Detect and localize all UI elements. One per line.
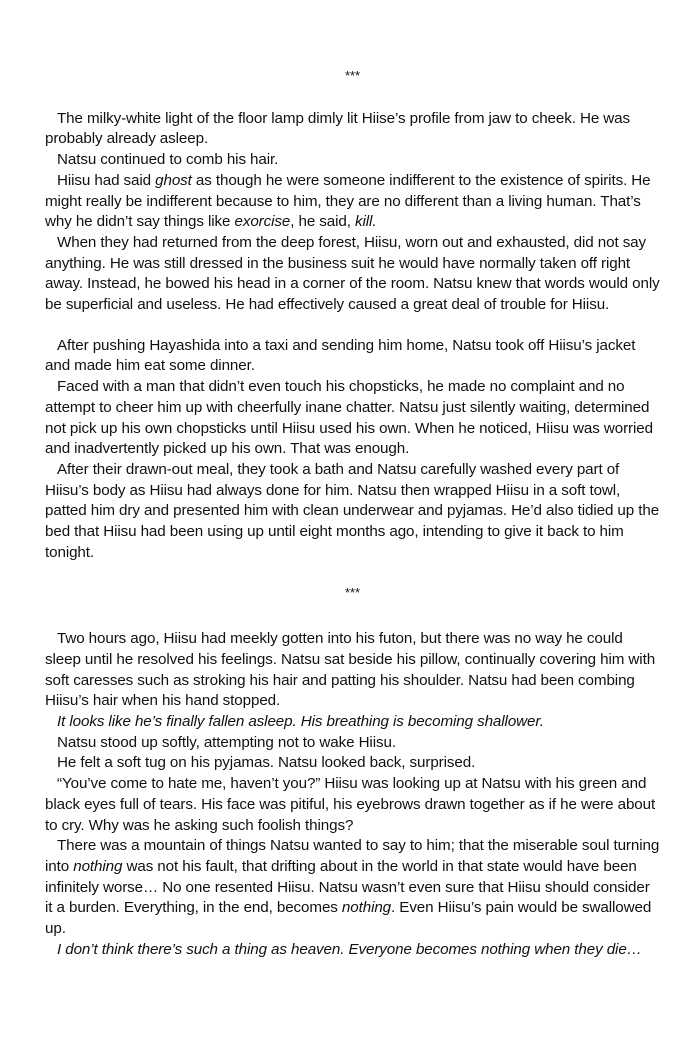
text-run: “You’ve come to hate me, haven’t you?” Hiisu was looking up at Natsu with his green and black eyes full of tears. His face was pitiful, his eyebrows drawn together as if he were about to cry. Why was he asking such foolish things? <box>45 775 656 834</box>
paragraph <box>45 336 660 377</box>
italic-run: I don’t think there’s such a thing as heaven. Everyone becomes nothing when they die… <box>57 940 642 958</box>
text-run: Natsu stood up softly, attempting not to wake Hiisu. <box>57 733 396 751</box>
section-1 <box>45 109 660 316</box>
section-2 <box>45 336 660 564</box>
text-run: Two hours ago, Hiisu had meekly gotten into his futon, but there was no way he could sleep until he resolved his feelings. Natsu sat beside his pillow, continually covering him with soft caresses such as stroking his hair and patting his shoulder. Natsu had been combing Hiisu’s hair when his hand stopped. <box>45 630 656 710</box>
italic-run: exorcise <box>234 213 291 231</box>
italic-run: kill. <box>355 213 377 231</box>
page-content <box>45 66 660 960</box>
italic-run: ghost <box>155 171 192 189</box>
paragraph <box>45 377 660 460</box>
italic-run: It looks like he’s finally fallen asleep. His breathing is becoming shallower. <box>57 712 544 730</box>
text-run: The milky-white light of the floor lamp dimly lit Hiise’s profile from jaw to cheek. He was probably already asleep. <box>45 109 631 148</box>
paragraph <box>45 712 660 733</box>
text-run: Hiisu had said <box>57 171 156 189</box>
text-run: Faced with a man that didn’t even touch his chopsticks, he made no complaint and no attempt to cheer him up with cheerfully inane chatter. Natsu just silently waiting, determined not pick up his own chopsticks until Hiisu used his own. When he noticed, Hiisu was worried and inadvertently picked up his own. That was enough. <box>45 378 653 458</box>
paragraph <box>45 233 660 316</box>
italic-run: nothing <box>73 857 123 875</box>
text-run: After their drawn-out meal, they took a bath and Natsu carefully washed every part of Hiisu’s body as Hiisu had always done for him. Natsu then wrapped Hiisu in a soft towl, patted him dry and presented him with clean underwear and pyjamas. He’d also tidied up the bed that Hiisu had been using up until eight months ago, intending to give it back to him tonight. <box>45 460 660 561</box>
paragraph-gap <box>45 316 660 336</box>
paragraph <box>45 629 660 712</box>
text-run: There was a mountain of things Natsu wanted to say to him; that the miserable soul turning into <box>45 837 660 875</box>
paragraph <box>45 460 660 564</box>
paragraph <box>45 733 660 754</box>
scene-separator: *** <box>345 68 360 83</box>
text-run: was not his fault, that drifting about in the world in that state would have been infinitely worse… No one resented Hiisu. Natsu wasn’t even sure that Hiisu should consider it a burden. Everything, in the end, becomes <box>45 857 650 917</box>
text-run: When they had returned from the deep forest, Hiisu, worn out and exhausted, did not say anything. He was still dressed in the business suit he would have normally taken off right away. Instead, he bowed his head in a corner of the room. Natsu knew that words would only be superficial and useless. He had effectively caused a great deal of trouble for Hiisu. <box>45 233 660 314</box>
paragraph <box>45 753 660 774</box>
text-run: Natsu continued to comb his hair. <box>57 151 279 169</box>
paragraph <box>45 109 660 150</box>
paragraph <box>45 774 660 836</box>
scene-separator: *** <box>345 585 360 601</box>
text-run: as though he were someone indifferent to the existence of spirits. He might really be indifferent because to him, they are no different than a living human. That’s why he didn’t say things like <box>45 171 651 231</box>
section-3 <box>45 629 660 960</box>
paragraph <box>45 171 660 233</box>
italic-run: nothing <box>341 899 392 917</box>
text-run: After pushing Hayashida into a taxi and sending him home, Natsu took off Hiisu’s jacket and made him eat some dinner. <box>45 336 636 375</box>
text-run: He felt a soft tug on his pyjamas. Natsu looked back, surprised. <box>57 754 476 772</box>
text-run: , he said, <box>290 213 356 231</box>
paragraph <box>45 836 660 940</box>
paragraph <box>45 940 660 961</box>
text-run: . Even Hiisu’s pain would be swallowed up. <box>45 899 652 938</box>
paragraph <box>45 150 660 171</box>
